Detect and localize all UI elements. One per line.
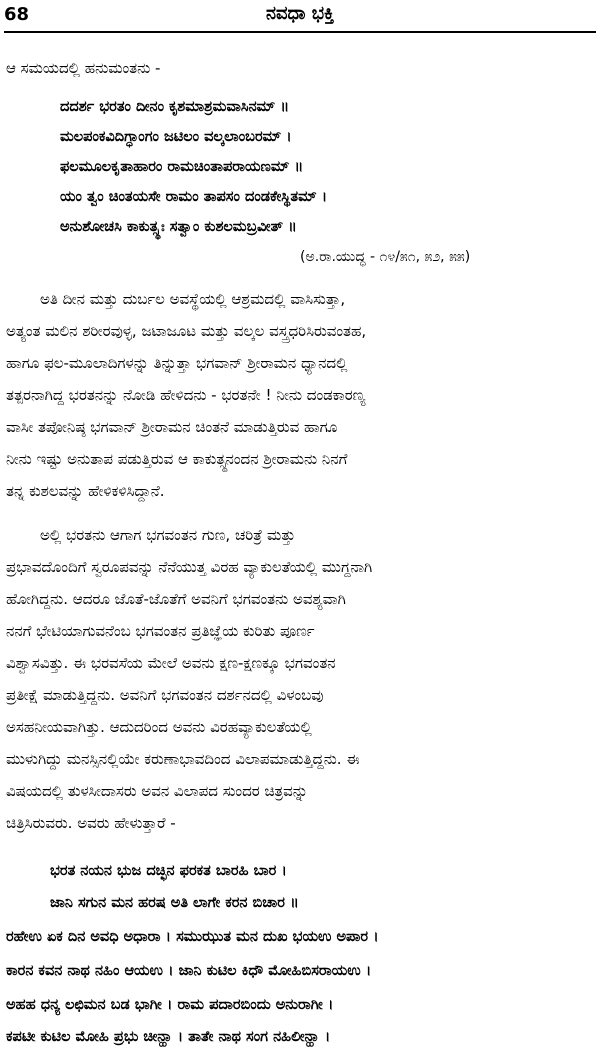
- verse1-line: ದದರ್ಶ ಭರತಂ ದೀನಂ ಕೃಶಮಾಶ್ರಮವಾಸಿನಮ್ ॥: [60, 99, 290, 115]
- verse2-line: ಜಾನಿ ಸಗುನ ಮನ ಹರಷ ಅತಿ ಲಾಗೇ ಕರನ ಬಿಚಾರ ॥: [50, 895, 299, 911]
- verse2-line: ಭರತ ನಯನ ಭುಜ ದಚ್ಛಿನ ಫರಕತ ಬಾರಹಿ ಬಾರ ।: [50, 863, 287, 879]
- paragraph-line: ಅಲ್ಲಿ ಭರತನು ಆಗಾಗ ಭಗವಂತನ ಗುಣ, ಚರಿತ್ರೆ ಮತ್ತು: [40, 526, 296, 544]
- verse-reference: (ಅ.ರಾ.ಯುದ್ಧ - ೧೪/೫೧, ೫೨, ೫೫): [300, 249, 471, 265]
- verse2-line: ಅಹಹ ಧನ್ಯ ಲಛಿಮನ ಬಡ ಭಾಗೀ । ರಾಮ ಪದಾರಬಿಂದು ಅನುರಾಗೀ ।: [6, 997, 334, 1013]
- paragraph-line: ವಿಷಯದಲ್ಲಿ ತುಳಸೀದಾಸರು ಅವನ ವಿಲಾಪದ ಸುಂದರ ಚಿತ್ರವನ್ನು: [6, 782, 308, 800]
- verse2-line: ರಹೇಉ ಏಕ ದಿನ ಅವಧಿ ಅಧಾರಾ । ಸಮುಝುತ ಮನ ದುಖ ಭಯಉ ಅಪಾರ ।: [6, 929, 379, 945]
- verse1-line: ಮಲಪಂಕವಿದಿಗ್ಧಾಂಗಂ ಜಟಿಲಂ ವಲ್ಕಲಾಂಬರಮ್ ।: [60, 129, 292, 145]
- paragraph-line: ತತ್ಪರನಾಗಿದ್ದ ಭರತನನ್ನು ನೋಡಿ ಹೇಳಿದನು - ಭರತನೇ ! ನೀನು ದಂಡಕಾರಣ್ಯ: [6, 386, 366, 404]
- paragraph-line: ಅಸಹನೀಯವಾಗಿತ್ತು. ಆದುದರಿಂದ ಅವನು ವಿರಹವ್ಯಾಕುಲತೆಯಲ್ಲಿ: [6, 718, 312, 736]
- verse1-line: ಯಂ ತ್ವಂ ಚಿಂತಯಸೇ ರಾಮಂ ತಾಪಸಂ ದಂಡಕೇಸ್ಥಿತಮ್ ।: [60, 189, 328, 205]
- paragraph-line: ತನ್ನ ಕುಶಲವನ್ನು ಹೇಳಿಕಳಿಸಿದ್ದಾನೆ.: [6, 482, 165, 500]
- paragraph-line: ಪ್ರತೀಕ್ಷೆ ಮಾಡುತ್ತಿದ್ದನು. ಅವನಿಗೆ ಭಗವಂತನ ದರ್ಶನದಲ್ಲಿ ವಿಳಂಬವು: [6, 686, 324, 704]
- running-title: ನವಧಾ ಭಕ್ತಿ: [265, 3, 335, 24]
- paragraph-line: ವಾಸೀ ತಪೋನಿಷ್ಠ ಭಗವಾನ್ ಶ್ರೀರಾಮನ ಚಿಂತನೆ ಮಾಡುತ್ತಿರುವ ಹಾಗೂ: [6, 418, 338, 436]
- paragraph-line: ಹಾಗೂ ಫಲ-ಮೂಲಾದಿಗಳನ್ನು ತಿನ್ನುತ್ತಾ ಭಗವಾನ್ ಶ್ರೀರಾಮನ ಧ್ಯಾನದಲ್ಲಿ: [6, 354, 348, 372]
- page-number: 68: [4, 4, 30, 25]
- paragraph-line: ಹೋಗಿದ್ದನು. ಆದರೂ ಜೊತೆ-ಜೊತೆಗೆ ಅವನಿಗೆ ಭಗವಂತನು ಅವಶ್ಯವಾಗಿ: [6, 590, 346, 608]
- verse1-line: ಫಲಮೂಲಕೃತಾಹಾರಂ ರಾಮಚಿಂತಾಪರಾಯಣಮ್ ॥: [60, 159, 304, 175]
- verse2-line: ಕಾರನ ಕವನ ನಾಥ ನಹಿಂ ಆಯಉ । ಜಾನಿ ಕುಟಿಲ ಕಿಧೌ ಮೋಹಿಬಿಸರಾಯಉ ।: [6, 963, 372, 979]
- paragraph-line: ಅತ್ಯಂತ ಮಲಿನ ಶರೀರವುಳ್ಳ, ಜಟಾಜೂಟ ಮತ್ತು ವಲ್ಕಲ ವಸ್ತ್ರಧರಿಸಿರುವಂತಹ,: [6, 322, 367, 340]
- verse1-line: ಅನುಶೋಚಸಿ ಕಾಕುತ್ಸ್ಥಃ ಸತ್ವಾಂ ಕುಶಲಮಬ್ರವೀತ್ ॥: [60, 219, 297, 235]
- header-rule: [4, 31, 596, 33]
- paragraph-line: ಚಿತ್ರಿಸಿರುವರು. ಅವರು ಹೇಳುತ್ತಾರೆ -: [6, 814, 176, 832]
- page-header: [0, 0, 600, 30]
- paragraph-line: ಮುಳುಗಿದ್ದು ಮನಸ್ಸಿನಲ್ಲಿಯೇ ಕರುಣಾಭಾವದಿಂದ ವಿಲಾಪಮಾಡುತ್ತಿದ್ದನು. ಈ: [6, 750, 360, 768]
- paragraph-line: ಪ್ರಭಾವದೊಂದಿಗೆ ಸ್ವರೂಪವನ್ನು ನೆನೆಯುತ್ತ ವಿರಹ ವ್ಯಾಕುಲತೆಯಲ್ಲಿ ಮುಗ್ದನಾಗಿ: [6, 558, 373, 576]
- paragraph-line: ನನಗೆ ಭೇಟಿಯಾಗುವನೆಂಬ ಭಗವಂತನ ಪ್ರತಿಜ್ಞೆಯ ಕುರಿತು ಪೂರ್ಣ: [6, 622, 315, 640]
- intro-line: ಆ ಸಮಯದಲ್ಲಿ ಹನುಮಂತನು -: [6, 59, 161, 77]
- verse2-line: ಕಪಟೀ ಕುಟಿಲ ಮೋಹಿ ಪ್ರಭು ಚೀನ್ಹಾ । ತಾತೇ ನಾಥ ಸಂಗ ನಹಿಲೀನ್ಹಾ ।: [6, 1029, 331, 1045]
- paragraph-line: ಅತಿ ದೀನ ಮತ್ತು ದುರ್ಬಲ ಅವಸ್ಥೆಯಲ್ಲಿ ಆಶ್ರಮದಲ್ಲಿ ವಾಸಿಸುತ್ತಾ,: [40, 290, 346, 308]
- paragraph-line: ನೀನು ಇಷ್ಟು ಅನುತಾಪ ಪಡುತ್ತಿರುವ ಆ ಕಾಕುತ್ಸ್ಥನಂದನ ಶ್ರೀರಾಮನು ನಿನಗೆ: [6, 450, 348, 468]
- paragraph-line: ವಿಶ್ವಾಸವಿತ್ತು. ಈ ಭರವಸೆಯ ಮೇಲೆ ಅವನು ಕ್ಷಣ-ಕ್ಷಣಕ್ಕೂ ಭಗವಂತನ: [6, 654, 336, 672]
